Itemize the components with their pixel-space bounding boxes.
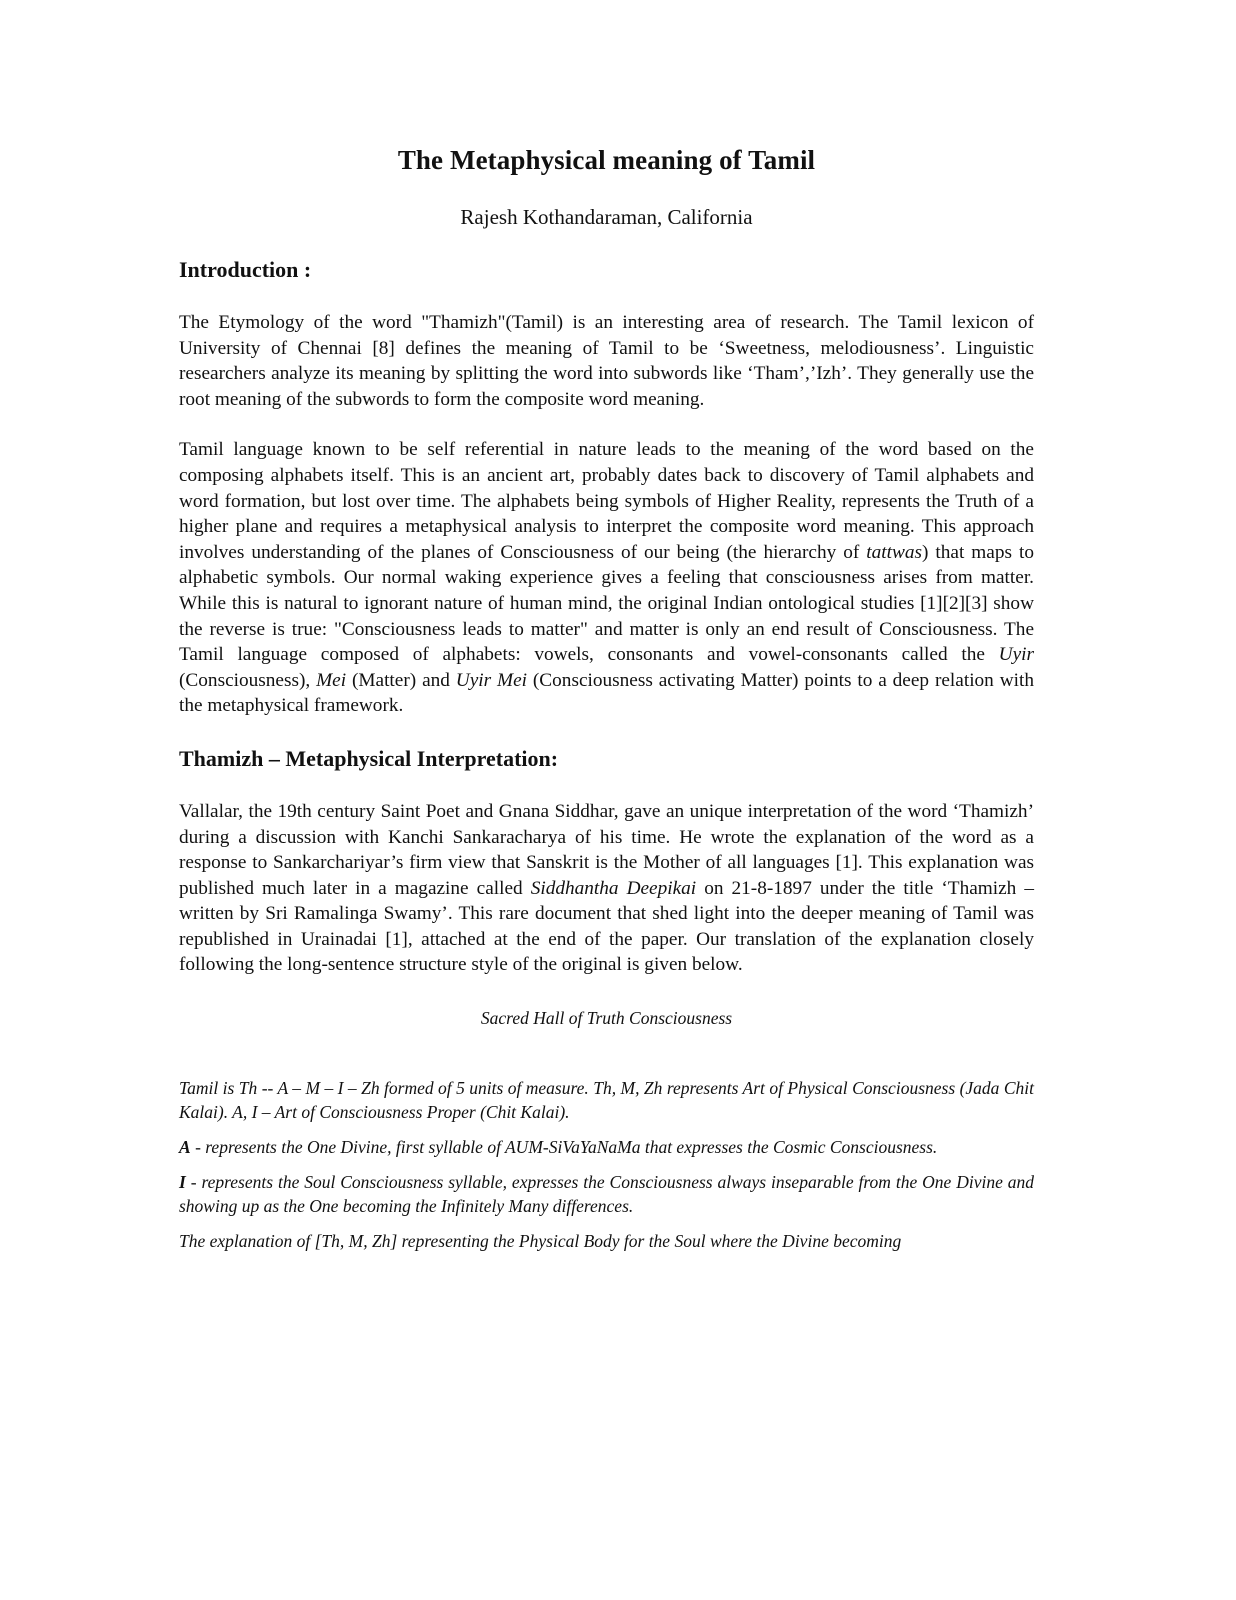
italic-term-uyir: Uyir [998,644,1034,666]
quote-lead-letter: A [179,1137,191,1158]
italic-title-siddhantha-deepikai: Siddhantha Deepikai [530,877,697,899]
document-title: The Metaphysical meaning of Tamil [397,145,816,175]
text-run: Vallalar, the 19th century Saint Poet and Gnana Siddhar, gave an unique interpretation of the word ‘Thamizh’ during a discussion with Kanchi Sankaracharya of his time. He wrote the explanation of the word as a response to Sankarchariyar’s firm view that Sanskrit is the Mother of all languages [1]. This explanation was published much later in a magazine called [179,800,1034,899]
quote-text: - represents the Soul Consciousness syllable, expresses the Consciousness always inseparable from the One Divine and showing up as the One becoming the Infinitely Many differences. [179,1172,1034,1217]
text-run: (Consciousness), [179,669,317,691]
quote-text: The explanation of [Th, M, Zh] representing the Physical Body for the Soul where the Divine becoming [179,1231,902,1252]
text-run: (Consciousness activating Matter) points to a deep relation with the metaphysical framework. [179,669,1034,717]
italic-term-tattwas: tattwas [866,541,922,563]
quote-text: Tamil is Th -- A – M – I – Zh formed of 5 units of measure. Th, M, Zh represents Art of Physical Consciousness (Jada Chit Kalai). A, I – Art of Consciousness Proper (Chit Kalai). [179,1078,1034,1123]
translation-caption: Sacred Hall of Truth Consciousness [480,1008,733,1029]
translation-quote-3 [179,1170,1034,1218]
interpretation-paragraph-1 [179,799,1034,978]
quote-text: - represents the One Divine, first syllable of AUM-SiVaYaNaMa that expresses the Cosmic Consciousness. [190,1137,938,1158]
page-content [179,140,1034,1253]
text-run: (Matter) and [346,669,456,691]
introduction-heading: Introduction : [179,257,312,282]
introduction-paragraph-1: The Etymology of the word "Thamizh"(Tamil) is an interesting area of research. The Tamil lexicon of University of Chennai [8] defines the meaning of Tamil to be ‘Sweetness, melodiousness’. Linguistic researchers analyze its meaning by splitting the word into subwords like ‘Tham’,’Izh’. They generally use the root meaning of the subwords to form the composite word meaning. [179,312,1034,410]
italic-term-mei: Mei [316,669,347,691]
interpretation-heading: Thamizh – Metaphysical Interpretation: [179,745,559,771]
text-run: on 21-8-1897 under the title ‘Thamizh – written by Sri Ramalinga Swamy’. This rare document that shed light into the deeper meaning of Tamil was republished in Urainadai [1], attached at the end of the paper. Our translation of the explanation closely following the long-sentence structure style of the original is given below. [179,877,1034,976]
text-run: ) that maps to alphabetic symbols. Our normal waking experience gives a feeling that consciousness arises from matter. While this is natural to ignorant nature of human mind, the original Indian ontological studies [1][2][3] show the reverse is true: "Consciousness leads to matter" and matter is only an end result of Consciousness. The Tamil language composed of alphabets: vowels, consonants and vowel-consonants called the [179,541,1034,666]
text-run: Tamil language known to be self referential in nature leads to the meaning of the word based on the composing alphabets itself. This is an ancient art, probably dates back to discovery of Tamil alphabets and word formation, but lost over time. The alphabets being symbols of Higher Reality, represents the Truth of a higher plane and requires a metaphysical analysis to interpret the composite word meaning. This approach involves understanding of the planes of Consciousness of our being (the hierarchy of [179,439,1034,563]
introduction-paragraph-2 [179,437,1034,719]
translation-quote-1 [179,1076,1034,1124]
quote-lead-letter: I [179,1172,186,1193]
author-line: Rajesh Kothandaraman, California [460,205,753,229]
translation-quote-2 [179,1135,1034,1159]
translation-quote-4 [179,1229,1034,1253]
italic-term-uyir-mei: Uyir Mei [455,669,527,691]
